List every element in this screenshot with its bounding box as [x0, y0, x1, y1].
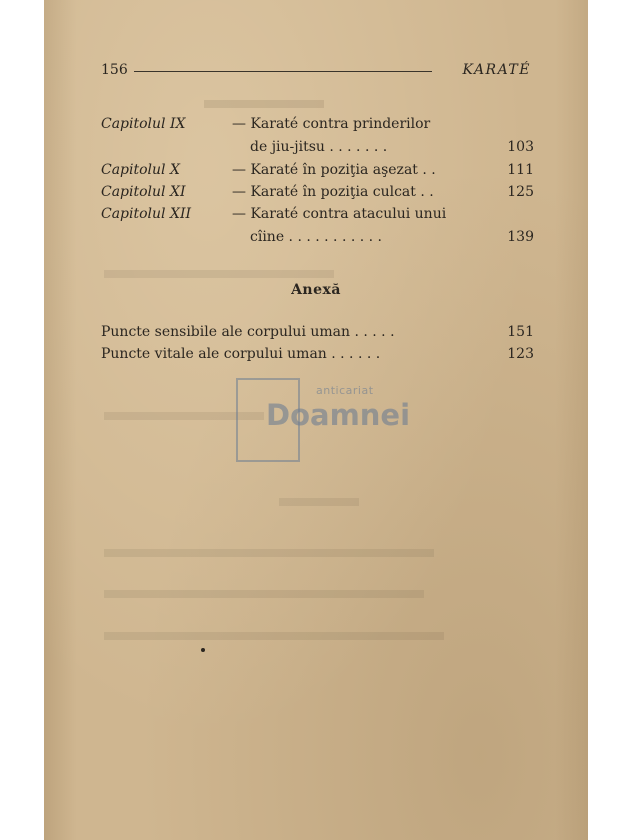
running-header	[101, 62, 531, 82]
annex-page: 151	[507, 324, 534, 340]
watermark-logo	[236, 378, 466, 462]
show-through-texture	[104, 632, 444, 640]
chapter-page: 103	[507, 139, 534, 155]
chapter-label: Capitolul XII	[101, 206, 192, 222]
show-through-texture	[104, 590, 424, 598]
toc-entry-continued	[101, 227, 534, 247]
book-page	[44, 0, 588, 840]
chapter-title: — Karaté contra prinderilor	[232, 116, 431, 132]
annex-heading: Anexă	[291, 282, 341, 298]
toc-entry	[101, 204, 534, 224]
annex-title: Puncte vitale ale corpului uman . . . . . .	[101, 346, 381, 362]
toc-entry	[101, 182, 534, 202]
watermark-small-text: anticariat	[316, 384, 374, 397]
toc-entry	[101, 114, 534, 134]
chapter-title: — Karaté în poziţia culcat . .	[232, 184, 434, 200]
chapter-title: — Karaté contra atacului unui	[232, 206, 447, 222]
running-title: KARATÉ	[462, 62, 531, 78]
header-rule	[134, 71, 432, 72]
toc-entry-continued	[101, 137, 534, 157]
toc-entry	[101, 160, 534, 180]
chapter-page: 111	[507, 162, 534, 178]
show-through-texture	[204, 100, 324, 108]
watermark-big-text: Doamnei	[266, 398, 411, 432]
chapter-label: Capitolul IX	[101, 116, 186, 132]
chapter-label: Capitolul X	[101, 162, 180, 178]
show-through-texture	[104, 549, 434, 557]
chapter-label: Capitolul XI	[101, 184, 186, 200]
show-through-texture	[279, 498, 359, 506]
annex-entry	[101, 322, 534, 342]
chapter-page: 139	[507, 229, 534, 245]
annex-entry	[101, 344, 534, 364]
chapter-title-cont: cîine . . . . . . . . . . .	[250, 229, 383, 245]
ink-speck	[201, 648, 205, 652]
chapter-page: 125	[507, 184, 534, 200]
page-number: 156	[101, 62, 128, 78]
annex-title: Puncte sensibile ale corpului uman . . . . .	[101, 324, 395, 340]
chapter-title-cont: de jiu-jitsu . . . . . . .	[250, 139, 388, 155]
show-through-texture	[104, 270, 334, 278]
chapter-title: — Karaté în poziţia aşezat . .	[232, 162, 436, 178]
annex-page: 123	[507, 346, 534, 362]
